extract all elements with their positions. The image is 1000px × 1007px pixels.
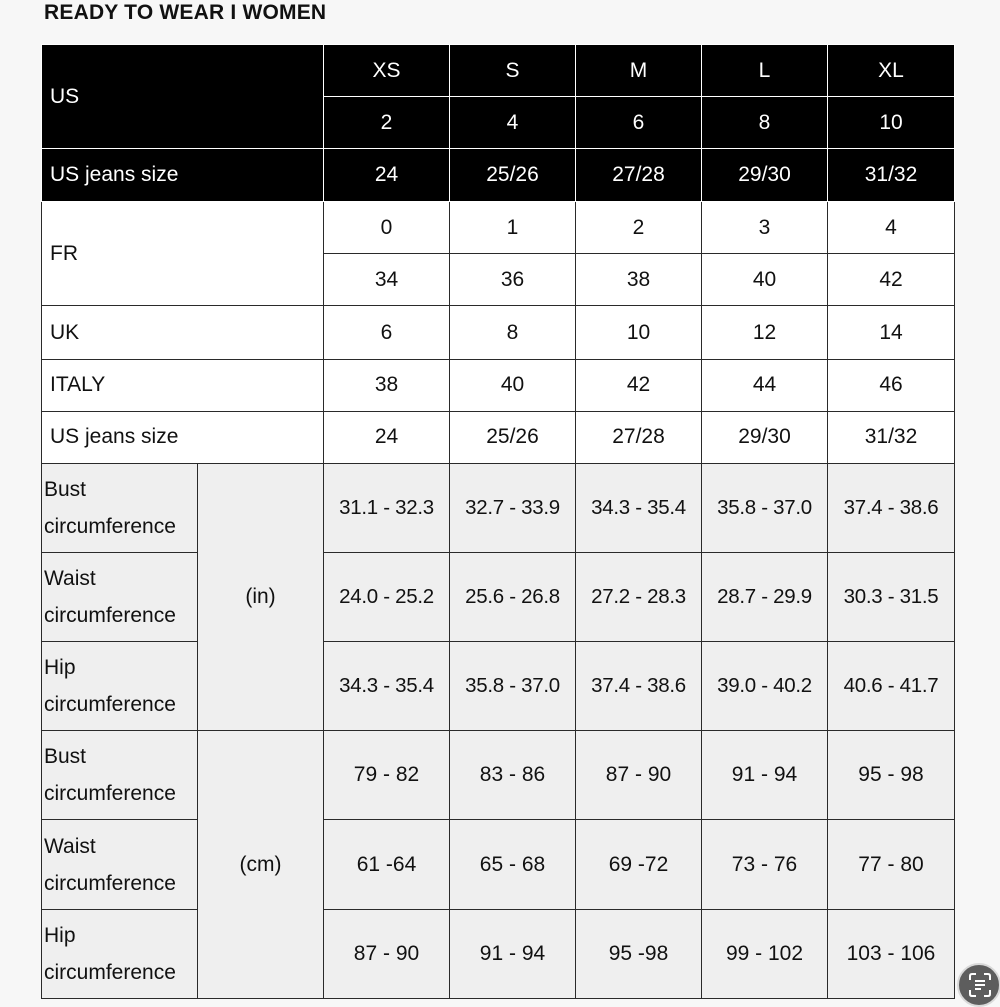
italy-label: ITALY (42, 359, 324, 411)
size-cell: 29/30 (702, 411, 828, 463)
size-cell: XL (828, 45, 955, 97)
measure-cell: 61 -64 (324, 820, 450, 909)
measure-cell: 30.3 - 31.5 (828, 552, 955, 641)
measure-cell: 95 -98 (576, 909, 702, 998)
bust-label: Bust circumference (42, 731, 198, 820)
measure-cell: 83 - 86 (450, 731, 576, 820)
scan-text-icon (969, 973, 991, 997)
size-cell: 31/32 (828, 411, 955, 463)
size-cell: 38 (324, 359, 450, 411)
measure-cell: 37.4 - 38.6 (828, 463, 955, 552)
measure-cell: 77 - 80 (828, 820, 955, 909)
waist-cm-row (42, 820, 955, 909)
hip-label: Hip circumference (42, 642, 198, 731)
size-cell: 12 (702, 306, 828, 359)
unit-cm-label: (cm) (198, 731, 324, 999)
unit-inches-label: (in) (198, 463, 324, 731)
size-cell: 0 (324, 202, 450, 254)
measure-cell: 69 -72 (576, 820, 702, 909)
size-cell: 31/32 (828, 149, 955, 202)
hip-cm-row (42, 909, 955, 998)
size-cell: 4 (828, 202, 955, 254)
measure-cell: 91 - 94 (450, 909, 576, 998)
size-cell: 3 (702, 202, 828, 254)
measure-cell: 32.7 - 33.9 (450, 463, 576, 552)
measure-cell: 34.3 - 35.4 (576, 463, 702, 552)
size-cell: 40 (702, 254, 828, 306)
size-cell: 27/28 (576, 149, 702, 202)
us-jeans-label: US jeans size (42, 411, 324, 463)
measure-cell: 95 - 98 (828, 731, 955, 820)
us-jeans-header-row (42, 149, 955, 202)
size-cell: 25/26 (450, 149, 576, 202)
size-cell: 29/30 (702, 149, 828, 202)
hip-in-row (42, 642, 955, 731)
size-cell: 24 (324, 149, 450, 202)
measure-cell: 79 - 82 (324, 731, 450, 820)
size-cell: 24 (324, 411, 450, 463)
measure-cell: 27.2 - 28.3 (576, 552, 702, 641)
measure-cell: 39.0 - 40.2 (702, 642, 828, 731)
size-cell: 10 (828, 97, 955, 149)
bust-label: Bust circumference (42, 463, 198, 552)
size-cell: 2 (324, 97, 450, 149)
size-cell: 8 (450, 306, 576, 359)
measure-cell: 40.6 - 41.7 (828, 642, 955, 731)
measure-cell: 65 - 68 (450, 820, 576, 909)
uk-row (42, 306, 955, 359)
bust-in-row (42, 463, 955, 552)
scan-text-button[interactable] (957, 963, 1000, 1007)
measure-cell: 103 - 106 (828, 909, 955, 998)
measure-cell: 73 - 76 (702, 820, 828, 909)
size-cell: 34 (324, 254, 450, 306)
us-label: US (42, 45, 324, 149)
italy-row (42, 359, 955, 411)
measure-cell: 87 - 90 (576, 731, 702, 820)
measure-cell: 31.1 - 32.3 (324, 463, 450, 552)
size-cell: 6 (576, 97, 702, 149)
measure-cell: 35.8 - 37.0 (702, 463, 828, 552)
fr-label: FR (42, 202, 324, 306)
fr-row-1 (42, 202, 955, 254)
measure-cell: 34.3 - 35.4 (324, 642, 450, 731)
size-cell: S (450, 45, 576, 97)
size-cell: 38 (576, 254, 702, 306)
size-cell: XS (324, 45, 450, 97)
us-jeans-header-label: US jeans size (42, 149, 324, 202)
measure-cell: 25.6 - 26.8 (450, 552, 576, 641)
measure-cell: 37.4 - 38.6 (576, 642, 702, 731)
size-cell: 40 (450, 359, 576, 411)
uk-label: UK (42, 306, 324, 359)
hip-label: Hip circumference (42, 909, 198, 998)
size-cell: 27/28 (576, 411, 702, 463)
measure-cell: 91 - 94 (702, 731, 828, 820)
size-cell: 42 (828, 254, 955, 306)
size-cell: 8 (702, 97, 828, 149)
measure-cell: 35.8 - 37.0 (450, 642, 576, 731)
us-letter-row (42, 45, 955, 97)
measure-cell: 99 - 102 (702, 909, 828, 998)
size-cell: 10 (576, 306, 702, 359)
size-cell: 44 (702, 359, 828, 411)
size-cell: 4 (450, 97, 576, 149)
waist-label: Waist circumference (42, 552, 198, 641)
size-cell: 25/26 (450, 411, 576, 463)
us-jeans-row (42, 411, 955, 463)
waist-in-row (42, 552, 955, 641)
measure-cell: 24.0 - 25.2 (324, 552, 450, 641)
size-cell: M (576, 45, 702, 97)
size-cell: 14 (828, 306, 955, 359)
size-cell: 2 (576, 202, 702, 254)
size-chart-table (41, 44, 955, 999)
size-cell: 36 (450, 254, 576, 306)
size-cell: 42 (576, 359, 702, 411)
size-cell: L (702, 45, 828, 97)
size-cell: 6 (324, 306, 450, 359)
size-cell: 1 (450, 202, 576, 254)
measure-cell: 28.7 - 29.9 (702, 552, 828, 641)
measure-cell: 87 - 90 (324, 909, 450, 998)
waist-label: Waist circumference (42, 820, 198, 909)
bust-cm-row (42, 731, 955, 820)
page-title: READY TO WEAR I WOMEN (44, 1, 327, 24)
size-cell: 46 (828, 359, 955, 411)
